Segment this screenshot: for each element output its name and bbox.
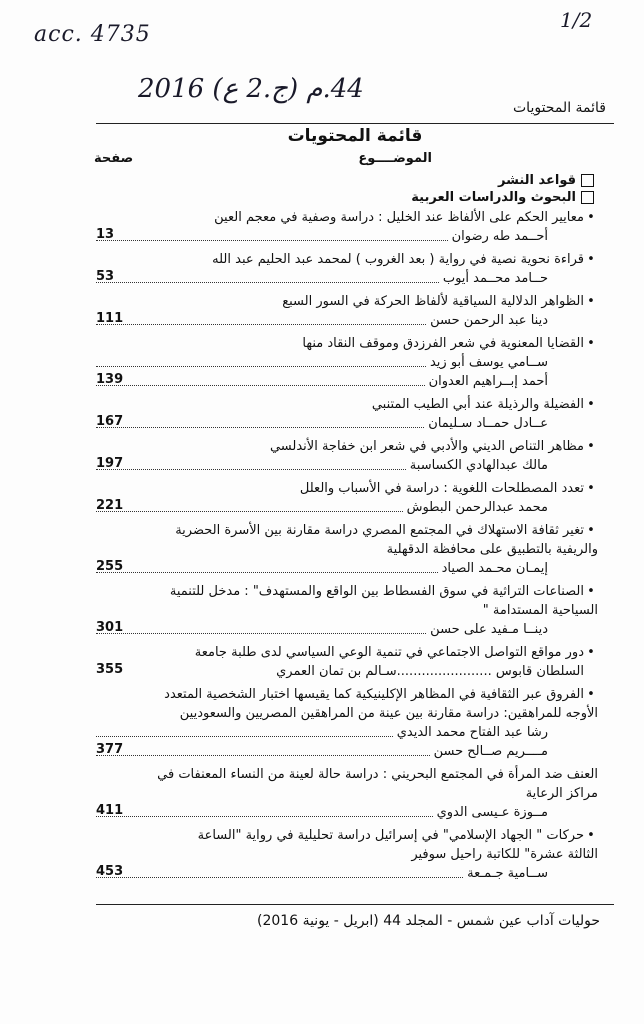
handwritten-page-marker: 1/2 [560,8,593,32]
author-name: مــوزة عـيسى الدوي [436,805,548,820]
entry-title-text: الظواهر الدلالية السياقية لألفاظ الحركة في السور السبع [282,294,584,309]
author-line [96,742,598,761]
entry-title-text: الفروق عبر الثقافية في المظاهر الإكلينيكية كما يقيسها اختبار الشخصية المتعدد [164,687,584,702]
bullet-icon: • [587,523,595,538]
entry-title-text: معايير الحكم على الألفاظ عند الخليل : دراسة وصفية في معجم العين [214,210,584,225]
entry-title-line [96,292,598,311]
entry-title-line [96,765,598,784]
section-arabic-studies [411,190,594,205]
bullet-icon: • [587,397,595,412]
toc-entry [96,334,598,391]
page-number: 355 [96,662,124,677]
author-line [96,803,598,822]
dot-leader [96,323,426,325]
author-line [96,559,598,578]
author-name: دينــا مـفيد على حسن [430,622,548,637]
section-publishing-rules [498,173,594,188]
bullet-icon: • [587,687,595,702]
entry-title-line [96,845,598,864]
author-line [96,227,598,246]
bullet-icon: • [587,828,595,843]
author-name: مالك عبدالهادي الكساسبة [409,458,548,473]
entry-title-text: مراكز الرعاية [525,786,598,801]
author-line [96,723,598,742]
author-name: ســامية جـمـعة [467,866,548,881]
dot-leader [96,754,430,756]
dot-leader [96,384,425,386]
bullet-icon: • [587,481,595,496]
entry-title-text: قراءة نحوية نصية في رواية ( بعد الغروب ) لمحمد عبد الحليم عبد الله [212,252,584,267]
entry-title-line [96,479,598,498]
author-line [96,620,598,639]
author-name: إيمـان محـمد الصياد [441,561,548,576]
footer-rule [96,904,614,905]
entry-title-text: السياحية المستدامة " [482,603,598,618]
page-number: 377 [96,742,124,757]
dot-leader [96,815,433,817]
page-number: 167 [96,414,124,429]
author-name: ســامي يوسف أبو زيد [429,355,548,370]
page-column-header: صفحة [94,151,134,166]
page-number: 411 [96,803,124,818]
page-title: قائمة المحتويات [287,126,423,146]
entry-title-line [96,704,598,723]
checkbox-icon [581,191,594,204]
author-name: رشا عبد الفتاح محمد الديدي [396,725,548,740]
author-line [96,456,598,475]
entry-title-line [96,437,598,456]
toc-entry [96,765,598,822]
entry-title-text: الثالثة عشرة" للكاتبة راحيل سوفير [411,847,598,862]
entry-title-line [96,601,598,620]
entry-title-text: حركات " الجهاد الإسلامي" في إسرائيل دراسة تحليلية في رواية "الساعة [197,828,584,843]
entry-title-text: العنف ضد المرأة في المجتمع البحريني : دراسة حالة لعينة من النساء المعنفات في [157,767,598,782]
running-header: قائمة المحتويات [513,100,606,116]
entry-title-line [96,540,598,559]
dot-leader [96,510,403,512]
author-name: محمد عبدالرحمن البطوش [406,500,548,515]
dot-leader [96,632,426,634]
author-name: عــادل حمــاد سـليمان [428,416,548,431]
checkbox-icon [581,174,594,187]
entry-title-text: دور مواقع التواصل الاجتماعي في تنمية الوعي السياسي لدى طلبة جامعة [194,645,584,660]
dot-leader [96,735,393,737]
entry-title-text: الصناعات التراثية في سوق الفسطاط بين الواقع والمستهدف" : مدخل للتنمية [169,584,584,599]
author-name: حــامد محــمد أيوب [442,271,548,286]
dot-leader [96,468,406,470]
dot-leader [96,876,463,878]
toc-entry [96,395,598,433]
dot-leader [96,426,424,428]
entry-title-text: مظاهر التناص الديني والأدبي في شعر ابن خفاجة الأندلسي [269,439,584,454]
author-name: مــــريم صــالح حسن [433,744,548,759]
author-line [96,353,598,372]
author-line [96,269,598,288]
page-number: 255 [96,559,124,574]
journal-footer: حوليات آداب عين شمس - المجلد 44 (ابريل - يونية 2016) [257,913,600,929]
section-label: قواعد النشر [498,173,576,188]
author-name: أحــمد طه رضوان [451,229,548,244]
entry-title-line [96,784,598,803]
entry-title-text: القضايا المعنوية في شعر الفرزدق وموقف النقاد منها [302,336,584,351]
toc-entry [96,582,598,639]
bullet-icon: • [587,294,595,309]
bullet-icon: • [587,210,595,225]
entry-title-text: والريفية بالتطبيق على محافظة الدقهلية [386,542,598,557]
header-rule [96,123,614,124]
handwritten-accession-number: acc. 4735 [34,22,151,47]
entry-title-text: الفضيلة والرذيلة عند أبي الطيب المتنبي [371,397,584,412]
page-number: 111 [96,311,124,326]
dot-leader [96,281,439,283]
entry-title-line [96,334,598,353]
page-number: 139 [96,372,124,387]
author-line [96,498,598,517]
toc-entry [96,643,598,681]
entry-title-line [96,643,598,662]
entry-title-line [96,208,598,227]
entry-title-text: الأوجه للمراهقين: دراسة مقارنة بين عينة من المراهقين المصريين والسعوديين [179,706,598,721]
toc-entry [96,685,598,761]
entry-title-text: تعدد المصطلحات اللغوية : دراسة في الأسباب والعلل [299,481,584,496]
toc-entry [96,292,598,330]
toc-entry [96,208,598,246]
dot-leader [96,239,448,241]
bullet-icon: • [587,584,595,599]
bullet-icon: • [587,252,595,267]
author-line [96,311,598,330]
subject-column-header: الموضــــوع [358,151,432,166]
entry-title-line [96,395,598,414]
section-label: البحوث والدراسات العربية [411,190,576,205]
page-number: 453 [96,864,124,879]
entry-title-line [96,582,598,601]
author-name: أحمد إبــراهيم العدوان [428,374,548,389]
bullet-icon: • [587,336,595,351]
entry-title-line [96,826,598,845]
entry-title-line [96,250,598,269]
toc-entry [96,479,598,517]
bullet-icon: • [587,439,595,454]
page-number: 197 [96,456,124,471]
toc-entries [96,208,598,887]
entry-title-text: تغير ثقافة الاستهلاك في المجتمع المصري دراسة مقارنة بين الأسرة الحضرية [175,523,584,538]
page-number: 221 [96,498,124,513]
entry-title-line [96,685,598,704]
entry-title-line [96,521,598,540]
entry-title-line: السلطان قابوس .......................سـالم بن تمان العمري [276,664,584,679]
dot-leader [96,571,438,573]
bullet-icon: • [587,645,595,660]
author-line [96,864,598,883]
page-number: 53 [96,269,115,284]
author-line [96,414,598,433]
toc-entry [96,521,598,578]
toc-entry [96,437,598,475]
dot-leader [96,365,426,367]
handwritten-reference: 2016 (ج.2 ع) 44.م [138,74,364,104]
page-number: 13 [96,227,115,242]
page-number: 301 [96,620,124,635]
author-name: دينا عبد الرحمن حسن [430,313,548,328]
author-line [96,372,598,391]
toc-entry [96,250,598,288]
toc-entry [96,826,598,883]
